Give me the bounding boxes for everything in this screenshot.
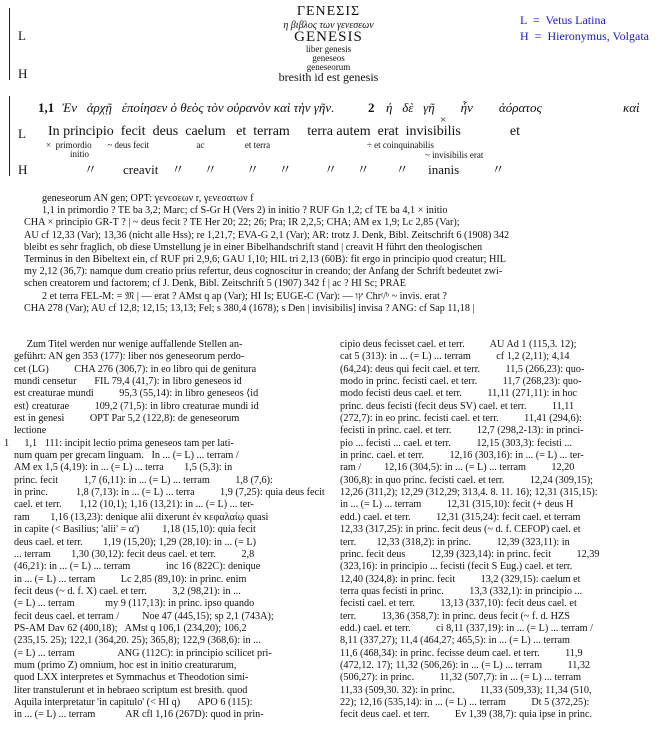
verse-latin: In principio fecit deus caelum et terram terra autem erat invisibilis et <box>48 124 520 139</box>
left-line: quod LXX interpretes et Symmachus et Theodotion simi- <box>14 672 249 684</box>
right-line: in ... (= L) ... terram 12,31 (315,10): fecit (+ deus H <box>340 499 574 511</box>
left-line: Aquila interpretatur 'in capitulo' (< HI q) APO 6 (115): <box>14 696 253 708</box>
verse-greek: Ἐν ἀρχῇ ἐποίησεν ὁ θεὸς τὸν οὐρανὸν καὶ τὴν γῆν. <box>62 100 335 115</box>
right-line: modo fecisti deus cael. et terr. 11,11 (271,11): in hoc <box>340 388 578 400</box>
verse-greek-2: ἡ δὲ γῆ ἦν ἀόρατος καὶ <box>386 100 640 115</box>
left-line: in ... (= L) ... terram AR cfl 1,16 (267D): quod in prin- <box>14 709 264 721</box>
right-line: (306,8): in quo princ. fecisti cael. et terr. 12,24 (309,15); <box>340 474 593 486</box>
verse-cross-mark: × <box>440 114 447 126</box>
apparatus-line: 2 et terra FEL-M: = 𝔐 | — erat ? AMst q ap (Var); HI Is; EUGE-C (Var): — ץו Chrᵗ/ᵇ ~ invis. erat ? <box>42 290 447 302</box>
verse-sig-h: H <box>18 162 28 177</box>
right-line: fecisti cael. et terr. 13,13 (337,10): fecit deus cael. et <box>340 598 577 610</box>
right-line: edd.) cael. et terr. 12,31 (315,24): fecit cael. et terram <box>340 511 581 523</box>
left-line: ram 1,16 (13,23): denique alii dixerunt ἐν κεφαλαίῳ quasi <box>14 511 269 523</box>
apparatus-line: schen creatorem und factorem; cf J. Denk, Bibl. Zeitschrift 5 (1907) 342 f | ac ? HI Sc; PRAE <box>24 278 406 290</box>
left-column <box>4 339 336 722</box>
left-line: (= L) ... terram my 9 (117,13): in princ. ipso quando <box>14 598 255 610</box>
right-line: fecit deus cael. et terr. Ev 1,39 (38,7): quia ipse in princ. <box>340 709 593 721</box>
right-line: fecisti in princ. cael. et terr. 12,7 (298,2-13): in princi- <box>340 425 584 437</box>
right-line: in princ. cael. et terr. 12,16 (303,16): in ... (= L) ... ter- <box>340 450 584 462</box>
left-line: num quam per grecam linguam. In ... (= L) ... terram / <box>14 450 239 462</box>
left-line: ... terram 1,30 (30,12): fecit deus cael. et terr. 2,8 <box>14 548 255 560</box>
apparatus-line: AU cf 12,33 (Var); 13,36 (nicht alle Hss); re 1,21,7; EVA-G 2,1 (Var); AR: trotz J. Denk, Bibl. Zeitschrift 6 (1908) 342 <box>24 229 510 241</box>
header-sig-h: H <box>18 66 28 81</box>
right-line: princ. fecit deus 12,39 (323,14): in princ. fecit 12,39 <box>340 548 600 560</box>
left-line: (235,15. 25); 122,1 (364,20. 25); 365,8); 122,9 (368,6): in ... <box>14 635 261 647</box>
right-line: (472,12. 17); 11,32 (506,26): in ... (= L) ... terram 11,32 <box>340 659 591 671</box>
left-line: cael. et terr. 1,12 (10,1); 1,16 (13,21): in ... (= L) ... ter- <box>14 499 254 511</box>
verse-variant-invis: ~ invisibilis erat <box>425 150 484 160</box>
right-line: cipio deus fecisset cael. et terr. AU Ad 1 (115,3. 12); <box>340 339 577 350</box>
left-line: liter transtulerunt et in hebraeo scriptum est bresith. quod <box>14 684 248 696</box>
legend-l: L = Vetus Latina <box>520 13 606 27</box>
right-line: 8,11 (337,27); 11,4 (464,27; 465,5): in ... (= L) ... terram <box>340 635 570 647</box>
title-variant-2: geneseos <box>312 53 345 63</box>
left-line: est⟩ creaturae 109,2 (71,5): in libro creaturae mundi id <box>14 400 259 412</box>
right-line: ram / 12,16 (304,5): in ... (= L) ... terram 12,20 <box>340 462 575 474</box>
verse-number-2: 2 <box>368 100 375 115</box>
apparatus-line: CHA 278 (Var); AU cf 12,8; 12,15; 13,13; Fel; s 380,4 (1678); s Den | invisibilis] invisa ? ANG: cf Sap 11,18 | <box>24 302 475 314</box>
left-line: est creaturae mundi 95,3 (55,14): in libro geneseos ⟨id <box>14 388 259 400</box>
apparatus-line: 1,1 in primordio ? TE ba 3,2; Marc; cf S-Gr H (Vers 2) in initio ? RUF Gn 1,2; cf TE ba 4,1 × initio <box>42 205 448 217</box>
left-line: in capite (< Basilius; 'alii' = α') 1,18 (15,10): quia fecit <box>14 524 256 536</box>
apparatus-line: my 2,12 (36,7): namque dum creatio prius refertur, deus cognoscitur in creando; der Anfang der Schrift bedeutet zwi- <box>24 266 503 278</box>
verse-variant-initio: initio <box>70 149 90 159</box>
right-line: terr. 13,36 (358,7): in princ. deus fecit (~ f. d. HZS <box>340 610 570 622</box>
verse-brace <box>9 96 10 176</box>
apparatus-line: geneseorum AN gen; OPT: γενεσεων r, γενεσατων f <box>42 193 254 204</box>
legend-h: H = Hieronymus, Volgata <box>520 29 649 43</box>
greek-subtitle: η βιβλος των γενεσεων <box>283 20 374 31</box>
left-line: princ. fecit 1,7 (6,11): in ... (= L) ... terram 1,8 (7,6): <box>14 474 273 486</box>
apparatus-line: bleibt es sehr fraglich, ob diese Umstellung je in einer Bibelhandschrift stand | creavit H führt den theologischen <box>24 241 483 253</box>
left-line: (46,21): in ... (= L) ... terram inc 16 (822C): denique <box>14 561 261 573</box>
left-line: AM ex 1,5 (4,19): in ... (= L) ... terra 1,5 (5,3): in <box>14 462 233 474</box>
right-line: (272,7): in eo princ. fecisti cael. et terr. 11,41 (294,6): <box>340 413 582 425</box>
left-line: deus cael. et terr. 1,19 (15,20); 1,29 (28,10): in ... (= L) <box>14 536 256 548</box>
right-line: modo in princ. fecisti cael. et terr. 11,7 (268,23): quo- <box>340 376 582 388</box>
right-column <box>340 339 646 722</box>
left-line: fecit deus (~ d. f. X) cael. et terr. 3,2 (98,21): in ... <box>14 585 241 597</box>
left-line: in ... (= L) ... terram Lc 2,85 (89,10): in princ. enim <box>14 573 247 585</box>
left-line: geführt: AN gen 353 (177): liber nos geneseorum perdo- <box>14 351 245 363</box>
verse-number: 1,1 <box>38 100 55 115</box>
right-line: 12,33 (317,25): in princ. fecit deus (~ d. f. CEFOP) cael. et <box>340 524 581 536</box>
verse-h-line: 〃 creavit 〃 〃 〃 〃 〃 〃 〃 inanis 〃 <box>84 162 505 177</box>
greek-title: ΓΕΝΕΣΙΣ <box>296 4 361 19</box>
right-line: (506,27): in princ. 11,32 (507,7): in ... (= L) ... terram <box>340 672 582 684</box>
right-line: 12,40 (324,8): in princ. fecit 13,2 (329,15): caelum et <box>340 573 581 585</box>
right-line: terra quas fecisti in princ. 13,3 (332,1): in principio ... <box>340 585 583 597</box>
verse-sig-l: L <box>18 126 26 141</box>
right-line: (323,16): in principio ... fecisti (fecit S Eug.) cael. et terr. <box>340 561 573 573</box>
left-line: lectione <box>14 425 47 437</box>
right-line: terr. 12,33 (318,2): in princ. 12,39 (323,11): in <box>340 536 570 548</box>
right-line: 22); 12,16 (535,14): in ... (= L) ... terram Dt 5 (372,25): <box>340 696 590 708</box>
left-line: 1 1,1 111: incipit lectio prima geneseos tam per lati- <box>4 437 234 449</box>
left-line: mum (primo Z) omnium, hoc est in initio creaturarum, <box>14 659 237 671</box>
left-line: est in genesi OPT Par 5,2 (122,8): de geneseorum <box>14 413 240 425</box>
left-line: fecit deus cael. et terram / Noe 47 (445,15); sp 2,1 (743A); <box>14 610 274 622</box>
verse-variants: × primordio ~ deus fecit ac et terra ÷ et coinquinabilis <box>46 140 434 150</box>
right-line: cat 5 (313): in ... (= L) ... terram cf 1,2 (2,11); 4,14 <box>340 351 570 363</box>
right-line: 11,6 (468,34): in princ. fecisse deum cael. et terr. 11,9 <box>340 647 583 659</box>
right-line: 12,26 (311,2); 12,29 (312,29; 313,4. 8. 11. 16); 12,31 (315,15): <box>340 487 598 499</box>
right-line: princ. deus fecisti (fecit deus SV) cael. et terr. 11,11 <box>340 400 575 412</box>
apparatus-line: Terminus in den Bibeltext ein, cf RUF pri 2,9,6; GAU 1,10; HIL tri 2,13 (60B): fit ergo in principio quod creatur; HIL <box>24 254 506 266</box>
left-line: Zum Titel werden nur wenige auffallende Stellen an- <box>14 339 243 350</box>
right-line: (64,24): deus qui fecit cael. et terr. 11,5 (266,23): quo- <box>340 363 585 375</box>
latin-title: GENESIS <box>294 29 363 45</box>
left-line: mundi censetur FIL 79,4 (41,7): in libro geneseos id <box>14 376 242 388</box>
left-line: in princ. 1,8 (7,13): in ... (= L) ... terra 1,9 (7,25): quia deus fecit <box>14 487 325 499</box>
right-line: edd.) cael. et terr. ci 8,11 (337,19): in ... (= L) ... terram / <box>340 622 593 634</box>
right-line: 11,33 (509,30. 32): in princ. 11,33 (509,33); 11,34 (510, <box>340 684 592 696</box>
right-line: pio ... fecisti ... cael. et terr. 12,15 (303,3): fecisti ... <box>340 437 572 449</box>
title-h-line: bresith id est genesis <box>278 70 379 84</box>
apparatus <box>24 193 644 315</box>
apparatus-line: CHA × principio GR-T ? | ~ deus fecit ? TE Her 20; 22; 26; Pra; IR 2,2,5; CHA; AM ex 1,9; Lc 2,85 (Var); <box>24 217 460 229</box>
title-variant-1: liber genesis <box>305 44 352 54</box>
title-variant-3: geneseorum <box>306 62 351 72</box>
left-line: (= L) ... terram ANG (112C): in principio scilicet pri- <box>14 647 272 659</box>
left-line: cet (LG) CHA 276 (306,7): in eo libro qui de genitura <box>14 363 257 375</box>
header-sig-l: L <box>18 28 26 43</box>
left-line: PS-AM Dav 62 (400,18); AMst q 106,1 (234,20); 106,2 <box>14 622 247 634</box>
